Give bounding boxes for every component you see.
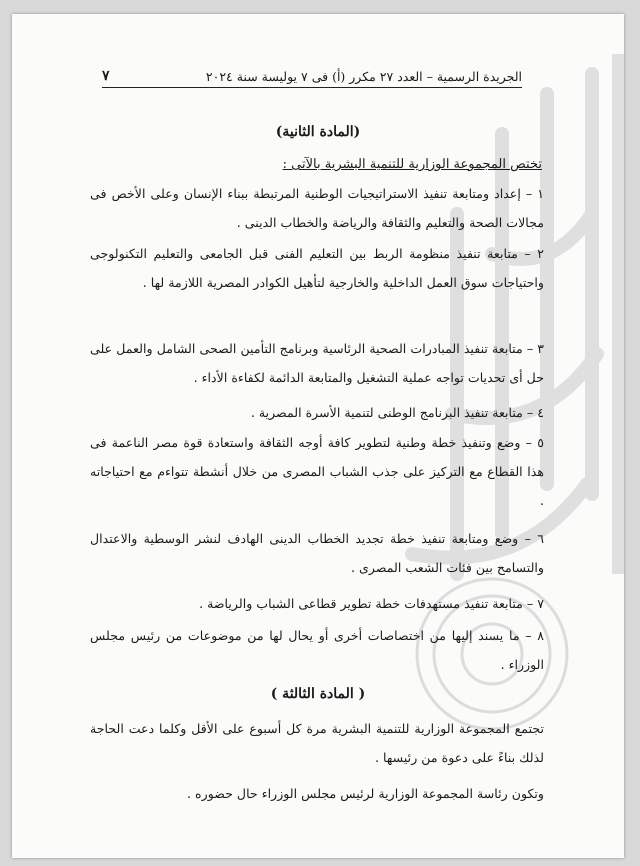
article-2-item-3: ٣ – متابعة تنفيذ المبادرات الصحية الرئاسية وبرنامج التأمين الصحى الشامل والعمل على حل أى تحديات تواجه عملية التشغيل والمتابعة الدائمة لكفاءة الأداء . [90,341,544,385]
page-header [102,68,522,88]
article-3-title: ( المادة الثالثة ) [270,686,366,702]
article-2-intro: تختص المجموعة الوزارية للتنمية البشرية بالآتى : [282,157,542,172]
article-2-item-8: ٨ – ما يسند إليها من اختصاصات أخرى أو يحال لها من موضوعات من رئيس مجلس الوزراء . [90,628,544,672]
page-content [12,14,624,858]
article-2-title: (المادة الثانية) [275,124,361,140]
article-2-item-6: ٦ – وضع ومتابعة تنفيذ خطة تجديد الخطاب الدينى الهادف لنشر الوسطية والاعتدال والتسامح بين فئات الشعب المصرى . [90,531,544,575]
article-2-item-5: ٥ – وضع وتنفيذ خطة وطنية لتطوير كافة أوجه الثقافة واستعادة قوة مصر الناعمة فى هذا القطاع مع التركيز على جذب الشباب المصرى من خلال أنشطة تتواءم مع احتياجاته . [90,435,544,508]
article-2-item-1: ١ – إعداد ومتابعة تنفيذ الاستراتيجيات الوطنية المرتبطة ببناء الإنسان وعلى الأخص فى مجالات الصحة والتعليم والثقافة والرياضة والخطاب الدينى . [90,186,544,230]
page-number: ٧ [102,68,110,84]
article-3-paragraph-1: تجتمع المجموعة الوزارية للتنمية البشرية مرة كل أسبوع على الأقل وكلما دعت الحاجة لذلك بناءً على دعوة من رئيسها . [90,721,544,765]
article-2-item-4: ٤ – متابعة تنفيذ البرنامج الوطنى لتنمية الأسرة المصرية . [250,405,544,420]
article-2-item-2: ٢ – متابعة تنفيذ منظومة الربط بين التعليم الفنى قبل الجامعى والتعليم التكنولوجى واحتياجات سوق العمل الداخلية والخارجية لتأهيل الكوادر المصرية اللازمة لها . [90,246,544,290]
gazette-header-title: الجريدة الرسمية – العدد ٢٧ مكرر (أ) فى ٧ يوليسة سنة ٢٠٢٤ [205,69,522,84]
article-2-item-7: ٧ – متابعة تنفيذ مستهدفات خطة تطوير قطاعى الشباب والرياضة . [199,596,544,611]
article-3-paragraph-2: وتكون رئاسة المجموعة الوزارية لرئيس مجلس الوزراء حال حضوره . [187,786,544,801]
document-page [12,14,624,858]
